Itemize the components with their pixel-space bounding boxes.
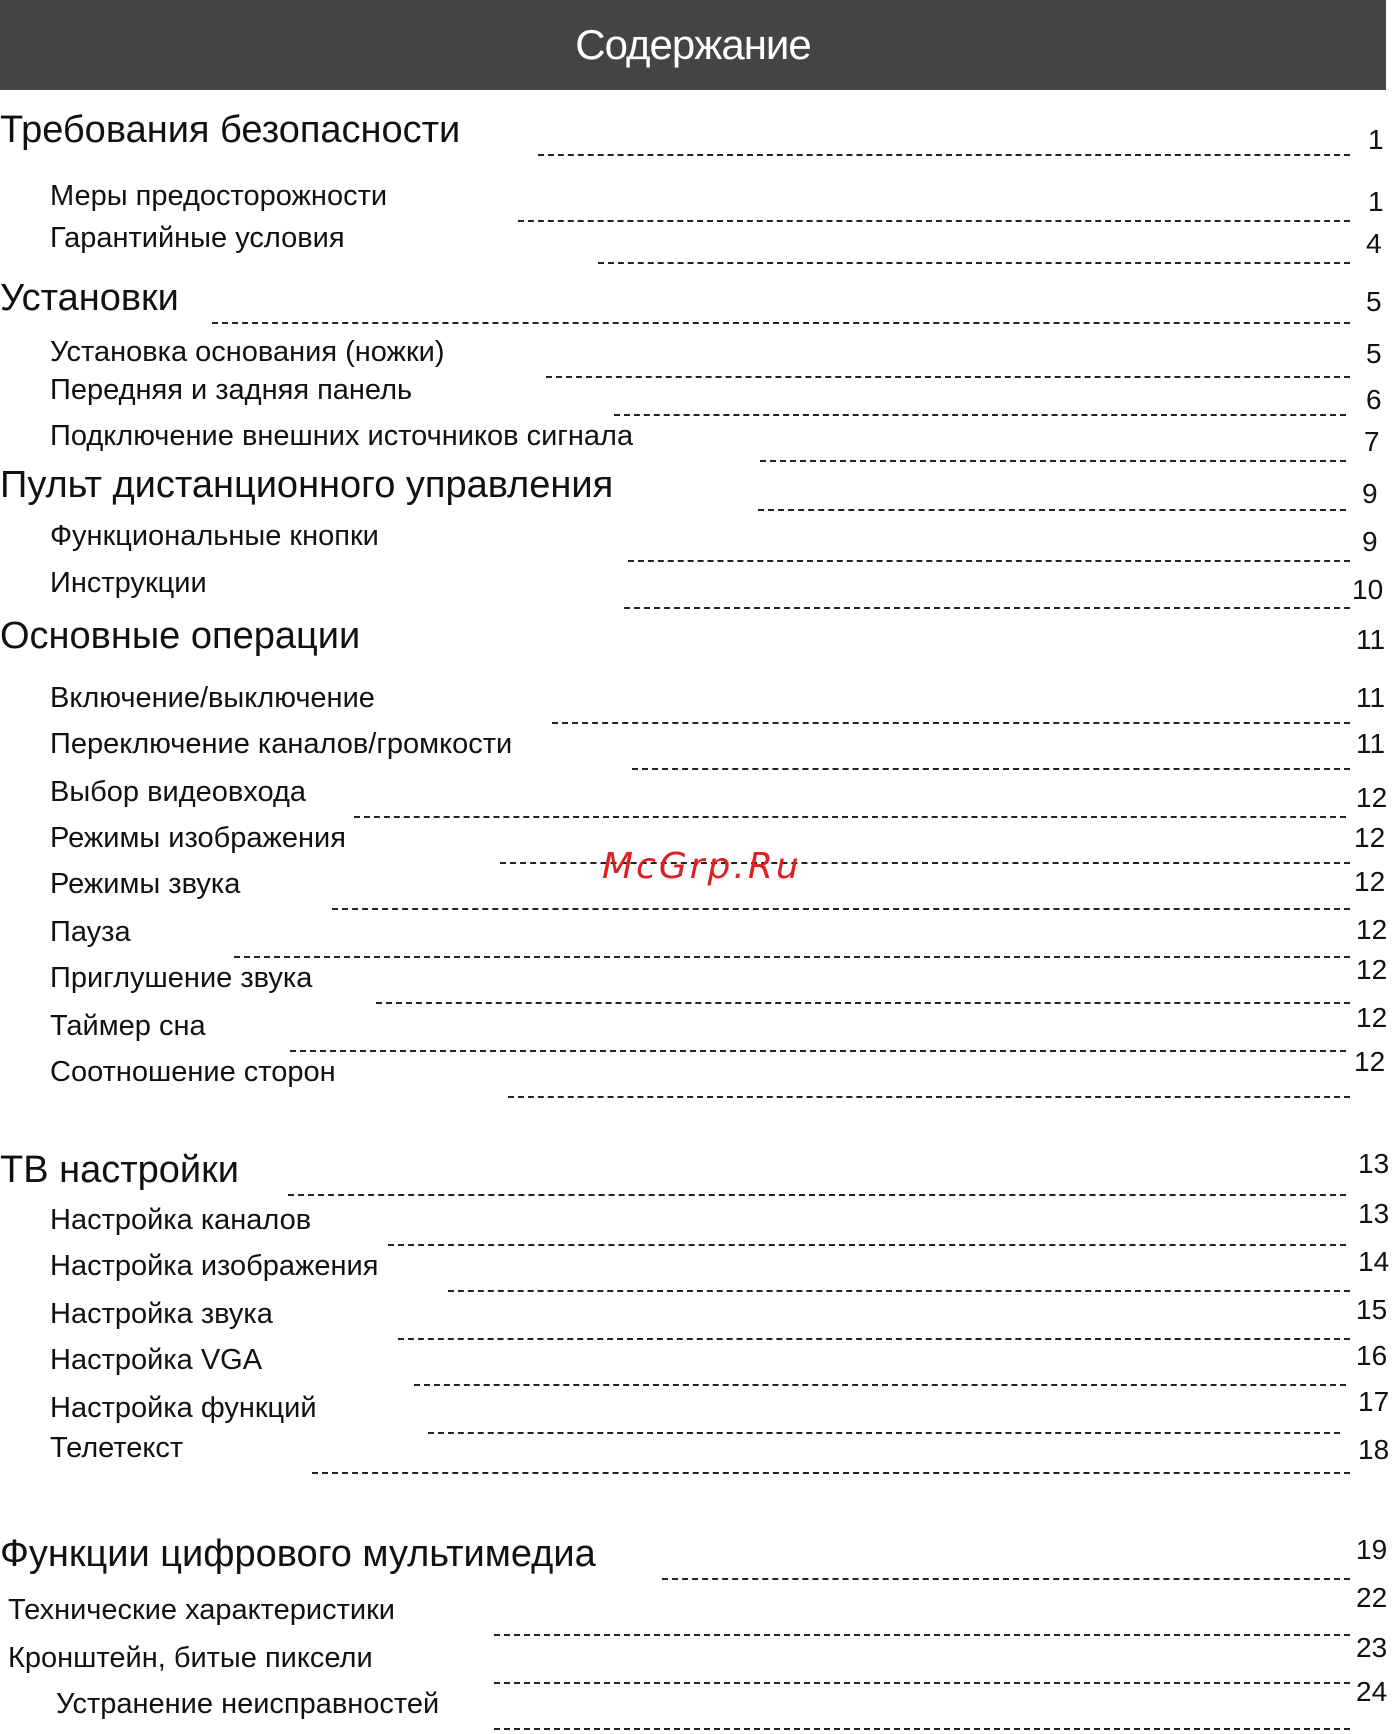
toc-page-number: 11 xyxy=(1356,624,1386,655)
toc-page-number: 7 xyxy=(1364,426,1380,457)
toc-entry-title: Пауза xyxy=(50,916,131,948)
toc-page-number: 6 xyxy=(1366,384,1382,415)
toc-page-number: 16 xyxy=(1356,1340,1388,1371)
toc-entry-title: Настройка звука xyxy=(50,1298,273,1330)
toc-dot-leader xyxy=(494,1634,1350,1636)
toc-entry-title: Гарантийные условия xyxy=(50,222,345,254)
toc-entry-title: Подключение внешних источников сигнала xyxy=(50,420,634,452)
toc-dot-leader xyxy=(624,607,1350,609)
toc-entry-title: Инструкции xyxy=(50,567,207,599)
toc-page-number: 13 xyxy=(1358,1198,1390,1229)
toc-dot-leader xyxy=(508,1096,1350,1098)
toc-page-number: 11 xyxy=(1356,728,1386,759)
toc-dot-leader xyxy=(538,154,1350,156)
toc-page-number: 13 xyxy=(1358,1148,1390,1179)
toc-page-number: 4 xyxy=(1366,228,1382,259)
toc-entry-title: Настройка изображения xyxy=(50,1250,379,1282)
toc-page-number: 12 xyxy=(1354,822,1386,853)
toc-dot-leader xyxy=(288,1194,1346,1196)
toc-page-number: 9 xyxy=(1362,526,1378,557)
toc-entry-title: Пульт дистанционного управления xyxy=(0,464,614,506)
toc-dot-leader xyxy=(212,322,1350,324)
toc-page-number: 1 xyxy=(1368,186,1384,217)
toc-page-number: 23 xyxy=(1356,1632,1388,1663)
toc-entry-title: Требования безопасности xyxy=(0,109,461,151)
toc-dot-leader xyxy=(546,376,1350,378)
toc-dot-leader xyxy=(332,908,1350,910)
toc-entry-title: Настройка каналов xyxy=(50,1204,312,1236)
toc-entry-title: Настройка VGA xyxy=(50,1344,263,1376)
watermark: McGrp.Ru xyxy=(602,846,802,887)
toc-entry-title: Функции цифрового мультимедиа xyxy=(0,1533,596,1575)
toc-dot-leader xyxy=(234,956,1350,958)
toc-entry-title: Основные операции xyxy=(0,615,361,657)
toc-dot-leader xyxy=(518,220,1350,222)
toc-entry-title: Устранение неисправностей xyxy=(56,1688,440,1720)
toc-page-number: 17 xyxy=(1358,1386,1390,1417)
toc-entry-title: Соотношение сторон xyxy=(50,1056,336,1088)
toc-entry-title: Выбор видеовхода xyxy=(50,776,307,808)
toc-page-number: 14 xyxy=(1358,1246,1390,1277)
toc-page-number: 12 xyxy=(1356,914,1388,945)
toc-page-number: 11 xyxy=(1356,682,1386,713)
toc-entry-title: Включение/выключение xyxy=(50,682,375,714)
toc-page-number: 12 xyxy=(1354,1046,1386,1077)
toc-dot-leader xyxy=(398,1338,1350,1340)
toc-page-number: 5 xyxy=(1366,338,1382,369)
toc-entry-title: Режимы изображения xyxy=(50,822,346,854)
toc-entry-title: Технические характеристики xyxy=(8,1594,395,1626)
toc-entry-title: ТВ настройки xyxy=(0,1149,239,1191)
toc-dot-leader xyxy=(290,1050,1346,1052)
toc-entry-title: Меры предосторожности xyxy=(50,180,388,212)
toc-dot-leader xyxy=(312,1472,1350,1474)
toc-dot-leader xyxy=(628,560,1350,562)
toc-page-number: 9 xyxy=(1362,478,1378,509)
toc-entry-title: Передняя и задняя панель xyxy=(50,374,413,406)
toc-page-number: 10 xyxy=(1352,574,1384,605)
toc-entry-title: Функциональные кнопки xyxy=(50,520,379,552)
toc-page-number: 18 xyxy=(1358,1434,1390,1465)
toc-dot-leader xyxy=(376,1002,1350,1004)
toc-dot-leader xyxy=(758,509,1346,511)
toc-dot-leader xyxy=(632,768,1350,770)
toc-dot-leader xyxy=(414,1384,1346,1386)
toc-dot-leader xyxy=(614,414,1346,416)
toc-entry-title: Переключение каналов/громкости xyxy=(50,728,513,760)
toc-entry-title: Установка основания (ножки) xyxy=(50,336,445,368)
toc-dot-leader xyxy=(448,1290,1350,1292)
toc-page-number: 12 xyxy=(1356,1002,1388,1033)
toc-dot-leader xyxy=(354,816,1346,818)
toc-dot-leader xyxy=(598,262,1350,264)
toc-dot-leader xyxy=(552,722,1350,724)
toc-page-number: 5 xyxy=(1366,286,1382,317)
toc-page-number: 12 xyxy=(1356,954,1388,985)
toc-page-number: 19 xyxy=(1356,1534,1388,1565)
toc-dot-leader xyxy=(428,1432,1340,1434)
toc-entry-title: Таймер сна xyxy=(50,1010,206,1042)
toc-entry-title: Приглушение звука xyxy=(50,962,313,994)
toc-dot-leader xyxy=(760,460,1346,462)
toc-page-number: 22 xyxy=(1356,1582,1388,1613)
page-title: Содержание xyxy=(575,21,811,68)
toc-page-number: 12 xyxy=(1354,866,1386,897)
toc-entry-title: Кронштейн, битые пиксели xyxy=(8,1642,373,1674)
toc-page-number: 15 xyxy=(1356,1294,1388,1325)
toc-page-number: 1 xyxy=(1368,124,1384,155)
toc-entry-title: Режимы звука xyxy=(50,868,241,900)
toc-dot-leader xyxy=(662,1578,1350,1580)
toc-entry-title: Настройка функций xyxy=(50,1392,317,1424)
toc-page-number: 24 xyxy=(1356,1676,1388,1707)
toc-page-number: 12 xyxy=(1356,782,1388,813)
toc-dot-leader xyxy=(388,1244,1346,1246)
toc-entry-title: Телетекст xyxy=(50,1432,184,1464)
toc-dot-leader xyxy=(494,1728,1350,1730)
toc-entry-title: Установки xyxy=(0,277,179,319)
toc-dot-leader xyxy=(494,1682,1350,1684)
